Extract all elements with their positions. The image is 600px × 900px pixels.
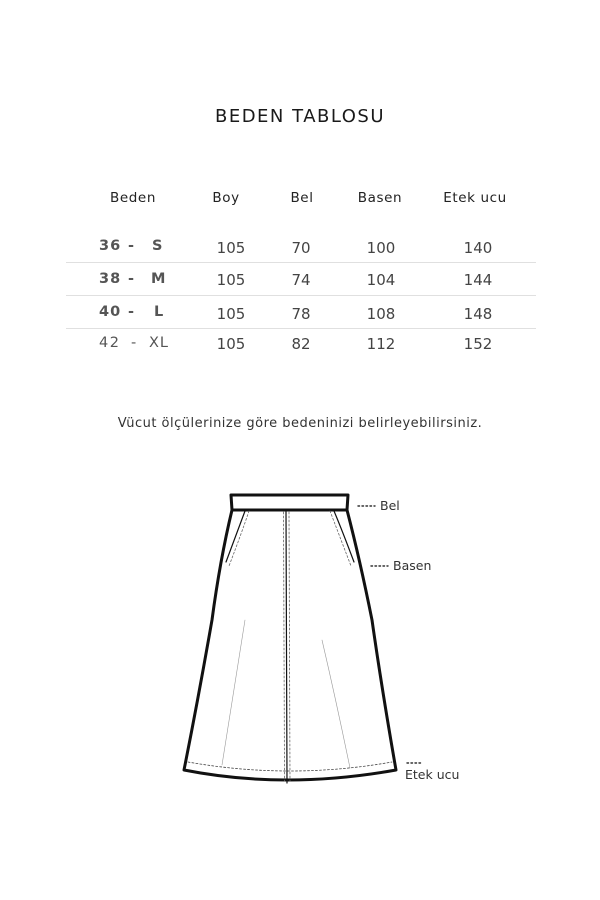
size-separator: - xyxy=(128,304,136,320)
size-separator: - xyxy=(128,271,136,287)
header-basen: Basen xyxy=(357,190,403,206)
value-etek-ucu: 148 xyxy=(463,305,493,323)
size-letter: L xyxy=(154,304,165,320)
header-bel: Bel xyxy=(290,190,314,206)
left-fold xyxy=(222,620,245,765)
value-boy: 105 xyxy=(216,271,246,289)
page-title: BEDEN TABLOSU xyxy=(214,106,386,127)
value-basen: 100 xyxy=(366,239,396,257)
center-seam xyxy=(286,510,287,783)
value-bel: 78 xyxy=(291,305,311,323)
size-letter: M xyxy=(151,271,167,287)
header-boy: Boy xyxy=(212,190,240,206)
value-bel: 74 xyxy=(291,271,311,289)
value-boy: 105 xyxy=(216,305,246,323)
center-seam-stitch-left xyxy=(284,512,285,781)
size-separator: - xyxy=(128,238,136,254)
right-fold xyxy=(322,640,350,768)
label-bel: Bel xyxy=(380,498,400,513)
value-boy: 105 xyxy=(216,335,246,353)
value-bel: 70 xyxy=(291,239,311,257)
waistband-outline xyxy=(231,495,348,510)
left-pocket-stitch xyxy=(229,511,249,566)
value-basen: 108 xyxy=(366,305,396,323)
value-boy: 105 xyxy=(216,239,246,257)
size-letter: XL xyxy=(149,335,170,351)
size-number: 42 xyxy=(99,335,121,351)
header-etek-ucu: Etek ucu xyxy=(443,190,507,206)
size-number: 36 xyxy=(99,238,122,254)
size-number: 38 xyxy=(99,271,122,287)
value-etek-ucu: 152 xyxy=(463,335,493,353)
header-beden: Beden xyxy=(110,190,156,206)
value-basen: 112 xyxy=(366,335,396,353)
size-letter: S xyxy=(152,238,164,254)
label-etek-ucu: Etek ucu xyxy=(405,767,460,782)
right-pocket xyxy=(334,511,354,562)
size-note: Vücut ölçülerinize göre bedeninizi belirleyebilirsiniz. xyxy=(117,416,483,431)
skirt-body-outline xyxy=(184,510,396,780)
size-number: 40 xyxy=(99,304,122,320)
value-basen: 104 xyxy=(366,271,396,289)
value-etek-ucu: 140 xyxy=(463,239,493,257)
value-etek-ucu: 144 xyxy=(463,271,493,289)
label-basen: Basen xyxy=(393,558,432,573)
size-separator: - xyxy=(131,335,138,351)
value-bel: 82 xyxy=(291,335,311,353)
center-seam-stitch-right xyxy=(289,512,290,781)
